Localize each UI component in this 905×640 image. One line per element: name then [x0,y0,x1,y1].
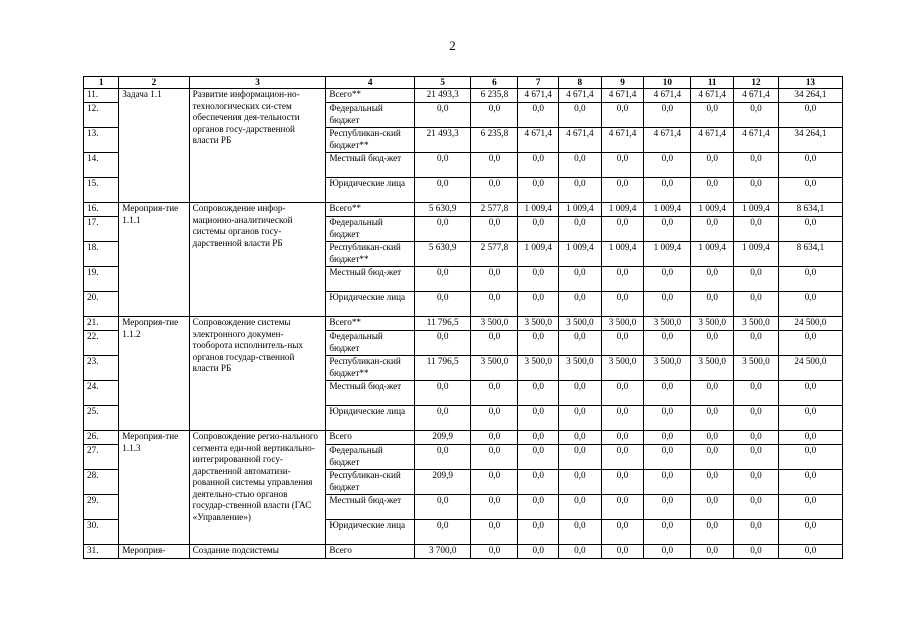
amount-cell: 0,0 [778,331,842,356]
amount-cell: 0,0 [601,292,644,317]
amount-cell: 0,0 [471,292,518,317]
amount-cell: 0,0 [691,495,734,520]
amount-cell: 0,0 [734,445,779,470]
amount-cell: 0,0 [471,153,518,178]
amount-cell: 0,0 [778,217,842,242]
funding-source: Федеральный бюджет [326,445,415,470]
amount-cell: 3 500,0 [559,317,602,331]
header-cell: 11 [691,77,734,89]
amount-cell: 0,0 [471,470,518,495]
amount-cell: 1 009,4 [644,242,691,267]
amount-cell: 4 671,4 [601,128,644,153]
amount-cell: 0,0 [644,431,691,445]
amount-cell: 0,0 [601,406,644,431]
amount-cell: 4 671,4 [601,89,644,103]
amount-cell: 0,0 [778,445,842,470]
table-row [84,89,843,103]
amount-cell: 1 009,4 [734,203,779,217]
amount-cell: 0,0 [601,381,644,406]
amount-cell: 0,0 [644,520,691,545]
row-number: 11. [84,89,119,103]
row-number: 14. [84,153,119,178]
amount-cell: 0,0 [644,178,691,203]
amount-cell: 0,0 [414,217,471,242]
amount-cell: 0,0 [691,331,734,356]
amount-cell: 0,0 [518,495,559,520]
funding-source: Юридические лица [326,406,415,431]
amount-cell: 1 009,4 [518,203,559,217]
amount-cell: 0,0 [414,331,471,356]
amount-cell: 0,0 [734,103,779,128]
amount-cell: 2 577,8 [471,242,518,267]
task-description: Сопровождение регио-нального сегмента еди-ной вертикально-интегрированной госу-дарственной автоматизи-рованной системы управления деятельно-стью органов государ-ственной власти (ГАС «Управление») [189,431,326,545]
amount-cell: 0,0 [414,520,471,545]
funding-source: Юридические лица [326,520,415,545]
amount-cell: 0,0 [414,267,471,292]
amount-cell: 0,0 [644,267,691,292]
amount-cell: 3 500,0 [601,317,644,331]
header-cell: 1 [84,77,119,89]
funding-source: Всего [326,431,415,445]
amount-cell: 0,0 [691,267,734,292]
header-cell: 2 [119,77,189,89]
amount-cell: 4 671,4 [734,89,779,103]
funding-source: Республикан-ский бюджет [326,470,415,495]
amount-cell: 4 671,4 [559,89,602,103]
amount-cell: 0,0 [559,445,602,470]
amount-cell: 0,0 [601,267,644,292]
funding-source: Республикан-ский бюджет** [326,242,415,267]
amount-cell: 0,0 [601,431,644,445]
amount-cell: 0,0 [778,267,842,292]
row-number: 20. [84,292,119,317]
amount-cell: 0,0 [471,431,518,445]
amount-cell: 6 235,8 [471,128,518,153]
row-number: 12. [84,103,119,128]
amount-cell: 0,0 [644,445,691,470]
amount-cell: 0,0 [559,217,602,242]
amount-cell: 0,0 [518,470,559,495]
row-number: 27. [84,445,119,470]
amount-cell: 0,0 [471,331,518,356]
amount-cell: 0,0 [601,153,644,178]
amount-cell: 4 671,4 [559,128,602,153]
amount-cell: 5 630,9 [414,203,471,217]
amount-cell: 0,0 [644,292,691,317]
amount-cell: 0,0 [518,520,559,545]
amount-cell: 1 009,4 [644,203,691,217]
amount-cell: 3 500,0 [691,317,734,331]
amount-cell: 0,0 [644,331,691,356]
amount-cell: 0,0 [518,431,559,445]
amount-cell: 0,0 [601,470,644,495]
amount-cell: 0,0 [644,103,691,128]
amount-cell: 0,0 [778,545,842,559]
amount-cell: 0,0 [644,381,691,406]
amount-cell: 0,0 [691,217,734,242]
amount-cell: 4 671,4 [691,89,734,103]
amount-cell: 0,0 [734,495,779,520]
amount-cell: 0,0 [414,292,471,317]
amount-cell: 0,0 [518,103,559,128]
funding-source: Всего** [326,317,415,331]
funding-source: Юридические лица [326,292,415,317]
amount-cell: 4 671,4 [691,128,734,153]
header-cell: 13 [778,77,842,89]
amount-cell: 4 671,4 [644,128,691,153]
row-number: 19. [84,267,119,292]
table-row [84,203,843,217]
row-number: 26. [84,431,119,445]
amount-cell: 0,0 [559,331,602,356]
amount-cell: 0,0 [734,520,779,545]
funding-source: Республикан-ский бюджет** [326,128,415,153]
task-name: Мероприя-тие 1.1.3 [119,431,189,545]
amount-cell: 0,0 [559,103,602,128]
amount-cell: 0,0 [518,381,559,406]
amount-cell: 0,0 [734,406,779,431]
amount-cell: 0,0 [734,217,779,242]
funding-source: Местный бюд-жет [326,267,415,292]
amount-cell: 0,0 [471,520,518,545]
row-number: 24. [84,381,119,406]
amount-cell: 0,0 [518,267,559,292]
row-number: 18. [84,242,119,267]
amount-cell: 11 796,5 [414,356,471,381]
amount-cell: 0,0 [559,520,602,545]
header-cell: 6 [471,77,518,89]
amount-cell: 0,0 [778,406,842,431]
amount-cell: 0,0 [559,406,602,431]
budget-table [83,76,843,559]
amount-cell: 0,0 [414,381,471,406]
amount-cell: 6 235,8 [471,89,518,103]
amount-cell: 0,0 [518,331,559,356]
amount-cell: 34 264,1 [778,128,842,153]
header-cell: 9 [601,77,644,89]
header-cell: 3 [189,77,326,89]
row-number: 16. [84,203,119,217]
header-cell: 8 [559,77,602,89]
amount-cell: 0,0 [644,470,691,495]
funding-source: Федеральный бюджет [326,217,415,242]
amount-cell: 21 493,3 [414,128,471,153]
amount-cell: 0,0 [518,445,559,470]
amount-cell: 0,0 [778,153,842,178]
amount-cell: 0,0 [601,178,644,203]
funding-source: Местный бюд-жет [326,495,415,520]
amount-cell: 0,0 [414,153,471,178]
amount-cell: 0,0 [559,178,602,203]
amount-cell: 0,0 [734,470,779,495]
amount-cell: 0,0 [471,545,518,559]
amount-cell: 0,0 [778,520,842,545]
funding-source: Федеральный бюджет [326,103,415,128]
amount-cell: 0,0 [644,217,691,242]
amount-cell: 0,0 [691,406,734,431]
amount-cell: 0,0 [471,217,518,242]
amount-cell: 3 500,0 [691,356,734,381]
amount-cell: 3 500,0 [644,356,691,381]
amount-cell: 0,0 [471,267,518,292]
amount-cell: 0,0 [518,178,559,203]
amount-cell: 0,0 [691,470,734,495]
amount-cell: 0,0 [644,406,691,431]
amount-cell: 0,0 [559,495,602,520]
amount-cell: 0,0 [778,292,842,317]
row-number: 29. [84,495,119,520]
amount-cell: 1 009,4 [559,203,602,217]
amount-cell: 0,0 [518,545,559,559]
amount-cell: 8 634,1 [778,242,842,267]
amount-cell: 0,0 [778,103,842,128]
table-row [84,317,843,331]
amount-cell: 0,0 [471,381,518,406]
amount-cell: 4 671,4 [518,89,559,103]
amount-cell: 24 500,0 [778,356,842,381]
amount-cell: 1 009,4 [559,242,602,267]
amount-cell: 11 796,5 [414,317,471,331]
amount-cell: 0,0 [518,153,559,178]
amount-cell: 4 671,4 [734,128,779,153]
row-number: 17. [84,217,119,242]
amount-cell: 2 577,8 [471,203,518,217]
amount-cell: 1 009,4 [518,242,559,267]
funding-source: Всего [326,545,415,559]
amount-cell: 0,0 [601,520,644,545]
amount-cell: 0,0 [691,520,734,545]
amount-cell: 1 009,4 [734,242,779,267]
funding-source: Местный бюд-жет [326,381,415,406]
amount-cell: 4 671,4 [518,128,559,153]
amount-cell: 34 264,1 [778,89,842,103]
amount-cell: 0,0 [471,178,518,203]
task-name: Мероприя- [119,545,189,559]
header-cell: 10 [644,77,691,89]
row-number: 13. [84,128,119,153]
amount-cell: 0,0 [518,406,559,431]
task-description: Сопровождение системы электронного докумен-тооборота исполнитель-ных органов государ-ственной власти РБ [189,317,326,431]
amount-cell: 209,9 [414,431,471,445]
header-cell: 5 [414,77,471,89]
amount-cell: 3 500,0 [559,356,602,381]
amount-cell: 1 009,4 [601,203,644,217]
amount-cell: 0,0 [559,381,602,406]
header-cell: 12 [734,77,779,89]
amount-cell: 0,0 [778,495,842,520]
amount-cell: 0,0 [734,178,779,203]
amount-cell: 3 500,0 [601,356,644,381]
amount-cell: 0,0 [691,431,734,445]
amount-cell: 0,0 [471,406,518,431]
amount-cell: 3 500,0 [471,356,518,381]
amount-cell: 0,0 [778,178,842,203]
amount-cell: 0,0 [471,495,518,520]
amount-cell: 0,0 [644,545,691,559]
row-number: 25. [84,406,119,431]
funding-source: Местный бюд-жет [326,153,415,178]
amount-cell: 0,0 [559,267,602,292]
amount-cell: 0,0 [414,445,471,470]
amount-cell: 5 630,9 [414,242,471,267]
task-name: Мероприя-тие 1.1.2 [119,317,189,431]
row-number: 15. [84,178,119,203]
amount-cell: 3 500,0 [734,317,779,331]
funding-source: Всего** [326,203,415,217]
amount-cell: 0,0 [559,153,602,178]
amount-cell: 0,0 [559,545,602,559]
funding-source: Республикан-ский бюджет** [326,356,415,381]
row-number: 23. [84,356,119,381]
task-description: Создание подсистемы [189,545,326,559]
amount-cell: 0,0 [559,431,602,445]
amount-cell: 21 493,3 [414,89,471,103]
header-cell: 7 [518,77,559,89]
amount-cell: 0,0 [471,103,518,128]
amount-cell: 0,0 [734,381,779,406]
amount-cell: 0,0 [734,292,779,317]
amount-cell: 0,0 [778,470,842,495]
row-number: 28. [84,470,119,495]
amount-cell: 3 700,0 [414,545,471,559]
amount-cell: 3 500,0 [734,356,779,381]
amount-cell: 0,0 [601,445,644,470]
amount-cell: 0,0 [471,445,518,470]
amount-cell: 0,0 [414,178,471,203]
task-description: Сопровождение инфор-мационно-аналитической системы органов госу-дарственной власти РБ [189,203,326,317]
amount-cell: 0,0 [559,470,602,495]
page-number: 2 [449,38,456,53]
table-row [84,545,843,559]
amount-cell: 3 500,0 [644,317,691,331]
amount-cell: 0,0 [644,495,691,520]
amount-cell: 0,0 [691,545,734,559]
table-row [84,431,843,445]
amount-cell: 0,0 [691,178,734,203]
amount-cell: 0,0 [691,381,734,406]
amount-cell: 0,0 [734,431,779,445]
row-number: 31. [84,545,119,559]
task-name: Задача 1.1 [119,89,189,203]
amount-cell: 0,0 [734,545,779,559]
amount-cell: 1 009,4 [691,203,734,217]
amount-cell: 8 634,1 [778,203,842,217]
amount-cell: 1 009,4 [601,242,644,267]
amount-cell: 1 009,4 [691,242,734,267]
row-number: 22. [84,331,119,356]
amount-cell: 0,0 [691,292,734,317]
funding-source: Федеральный бюджет [326,331,415,356]
amount-cell: 0,0 [518,292,559,317]
header-cell: 4 [326,77,415,89]
funding-source: Всего** [326,89,415,103]
amount-cell: 0,0 [691,445,734,470]
amount-cell: 0,0 [644,153,691,178]
amount-cell: 0,0 [601,545,644,559]
amount-cell: 0,0 [778,431,842,445]
amount-cell: 0,0 [601,103,644,128]
amount-cell: 0,0 [734,331,779,356]
amount-cell: 0,0 [414,406,471,431]
row-number: 21. [84,317,119,331]
amount-cell: 0,0 [518,217,559,242]
funding-source: Юридические лица [326,178,415,203]
table-header-row [84,77,843,89]
amount-cell: 209,9 [414,470,471,495]
amount-cell: 3 500,0 [518,356,559,381]
amount-cell: 0,0 [601,495,644,520]
task-name: Мероприя-тие 1.1.1 [119,203,189,317]
amount-cell: 0,0 [559,292,602,317]
amount-cell: 0,0 [601,217,644,242]
amount-cell: 0,0 [691,103,734,128]
amount-cell: 0,0 [734,267,779,292]
amount-cell: 0,0 [414,495,471,520]
amount-cell: 0,0 [778,381,842,406]
row-number: 30. [84,520,119,545]
amount-cell: 3 500,0 [471,317,518,331]
amount-cell: 0,0 [691,153,734,178]
amount-cell: 3 500,0 [518,317,559,331]
amount-cell: 0,0 [414,103,471,128]
amount-cell: 4 671,4 [644,89,691,103]
task-description: Развитие информацион-но-технологических си-стем обеспечения дея-тельности органов госу-дарственной власти РБ [189,89,326,203]
amount-cell: 0,0 [734,153,779,178]
amount-cell: 24 500,0 [778,317,842,331]
amount-cell: 0,0 [601,331,644,356]
